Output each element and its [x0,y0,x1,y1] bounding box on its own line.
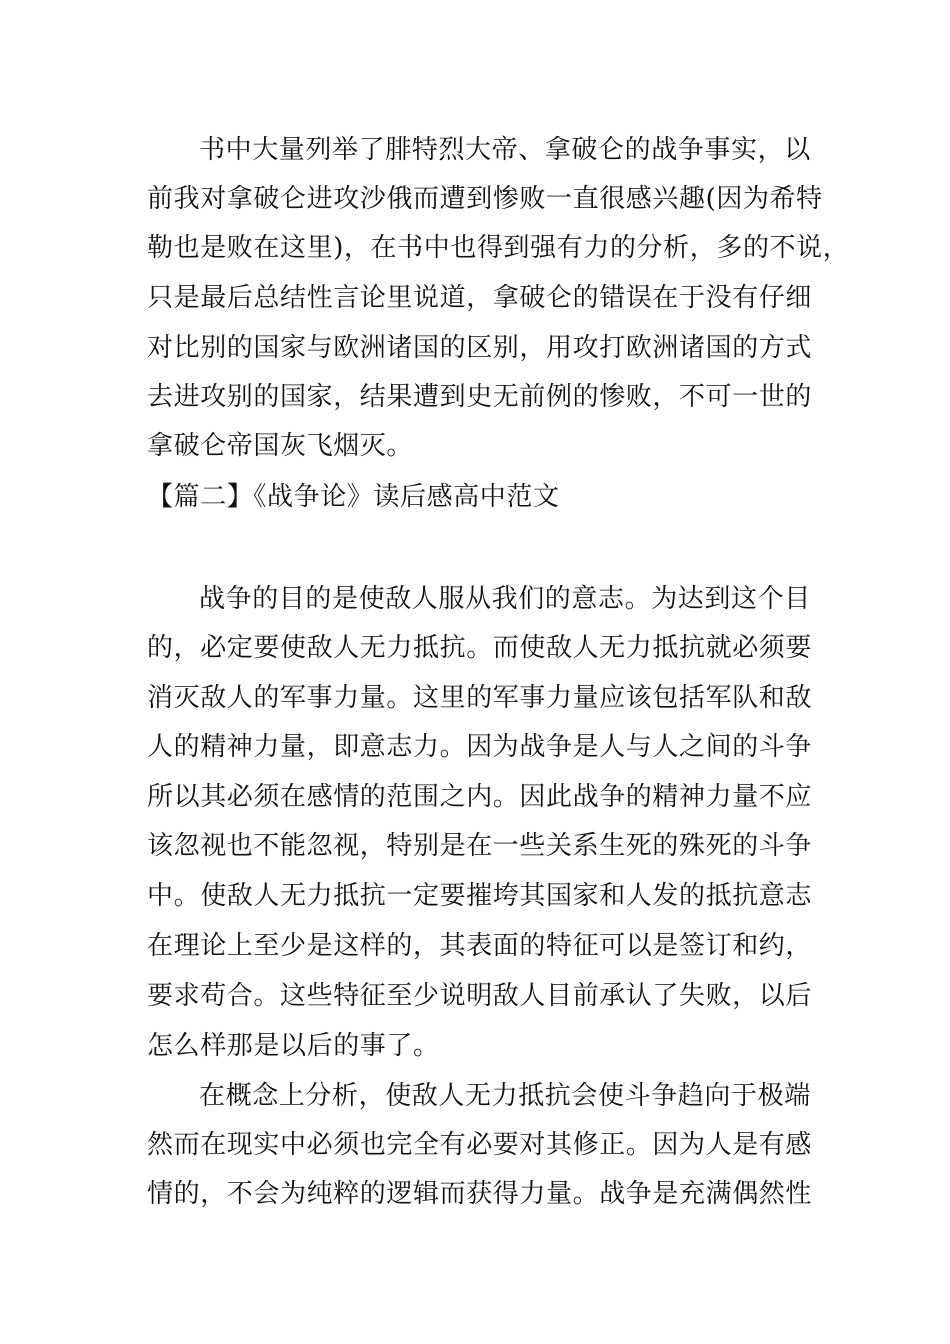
paragraph-2-line-7: 中。使敌人无力抵抗一定要摧垮其国家和人发的抵抗意志 [147,881,813,911]
paragraph-3-line-1: 在概念上分析，使敌人无力抵抗会使斗争趋向于极端 [199,1081,811,1111]
paragraph-1-line-7: 拿破仑帝国灰飞烟灭。 [147,431,414,461]
section-heading: 【篇二】《战争论》读后感高中范文 [147,482,560,512]
paragraph-1-line-5: 对比别的国家与欧洲诸国的区别，用攻打欧洲诸国的方式 [147,333,813,363]
paragraph-1-line-4: 只是最后总结性言论里说道，拿破仑的错误在于没有仔细 [147,283,813,313]
paragraph-2-line-2: 的，必定要使敌人无力抵抗。而使敌人无力抵抗就必须要 [147,633,813,663]
paragraph-2-line-8: 在理论上至少是这样的，其表面的特征可以是签订和约， [147,931,813,961]
paragraph-2-line-10: 怎么样那是以后的事了。 [147,1031,440,1061]
paragraph-3-line-3: 情的，不会为纯粹的逻辑而获得力量。战争是充满偶然性 [147,1179,813,1209]
paragraph-2-line-9: 要求苟合。这些特征至少说明敌人目前承认了失败，以后 [147,981,813,1011]
paragraph-2-line-6: 该忽视也不能忽视，特别是在一些关系生死的殊死的斗争 [147,831,813,861]
paragraph-3-line-2: 然而在现实中必须也完全有必要对其修正。因为人是有感 [147,1130,813,1160]
paragraph-1-line-2: 前我对拿破仑进攻沙俄而遭到惨败一直很感兴趣(因为希特 [147,184,823,214]
paragraph-1-line-6: 去进攻别的国家，结果遭到史无前例的惨败，不可一世的 [147,382,813,412]
paragraph-2-line-4: 人的精神力量，即意志力。因为战争是人与人之间的斗争 [147,732,813,762]
paragraph-1-line-3: 勒也是败在这里)，在书中也得到强有力的分析，多的不说， [147,233,850,263]
paragraph-2-line-1: 战争的目的是使敌人服从我们的意志。为达到这个目 [199,584,811,614]
paragraph-2-line-3: 消灭敌人的军事力量。这里的军事力量应该包括军队和敌 [147,683,813,713]
paragraph-1-line-1: 书中大量列举了腓特烈大帝、拿破仑的战争事实，以 [199,135,811,165]
paragraph-2-line-5: 所以其必须在感情的范围之内。因此战争的精神力量不应 [147,782,813,812]
